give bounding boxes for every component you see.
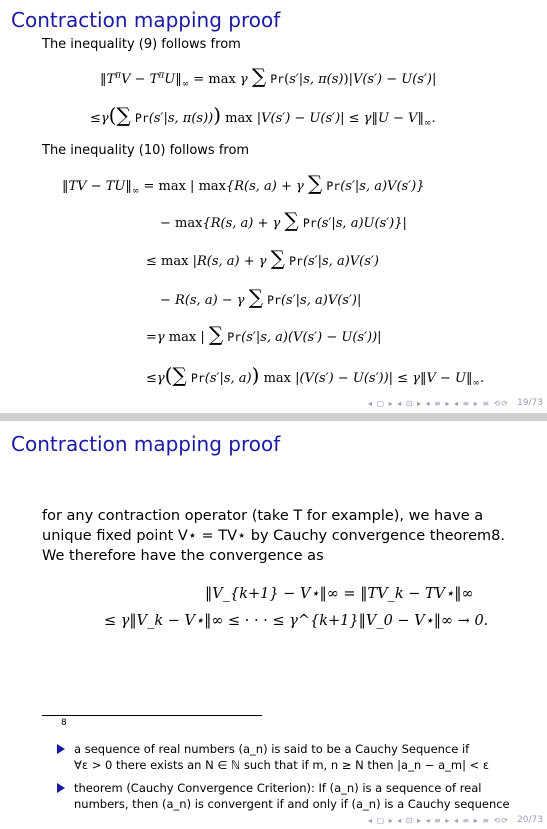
slide-title: Contraction mapping proof: [11, 8, 281, 32]
intro-inequality-10: The inequality (10) follows from: [42, 143, 250, 158]
eq10-line1: ‖TV − $TU‖_\infty = \max$ | max{R(s, a) + γ ∑ Pr(s′|s, a)V(s′)}: [62, 171, 425, 197]
page-number-2: 20/73: [517, 815, 543, 825]
slide-19: [0, 0, 547, 413]
footnote-number: 8: [61, 718, 67, 728]
eq10-line2: − max{R(s, a) + γ ∑ Pr(s′|s, a)U(s′)}|: [160, 208, 407, 232]
convergence-eq-line2: ≤ γ‖V_k − V⋆‖∞ ≤ · · · ≤ γ^{k+1}‖V_0 − V⋆‖∞ → 0.: [104, 613, 489, 629]
eq9-line1: $‖T^\pi V$ − $T^\pi U‖_\infty = \max \gamma$ ∑ Pr(s′|s, π(s))|V(s′) − U(s′)|: [100, 64, 437, 90]
bullet-icon: [57, 783, 65, 793]
bullet2-line2: numbers, then (a_n) is convergent if and only if (a_n) is a Cauchy sequence: [74, 797, 510, 811]
beamer-nav-controls-2[interactable]: ◂ ▢ ▸ ◂ ⊡ ▸ ◂ ≡ ▸ ◂ ≡ ▸ ≡ ⟲⟳: [368, 816, 509, 825]
eq10-line6: ≤γ(∑ Pr(s′|s, a)) max |(V(s′) − U(s′))| ≤ γ‖V − $U‖_\infty$.: [146, 363, 485, 389]
bullet1-line2: ∀ε > 0 there exists an N ∈ ℕ such that if m, n ≥ N then |a_n − a_m| < ε: [74, 758, 490, 772]
convergence-eq-line1: ‖V_{k+1} − V⋆‖∞ = ‖TV_k − TV⋆‖∞: [205, 586, 474, 602]
eq10-line3: ≤ max |R(s, a) + γ ∑ Pr(s′|s, a)V(s′): [146, 246, 379, 270]
paragraph-line-3: We therefore have the convergence as: [42, 548, 324, 564]
intro-inequality-9: The inequality (9) follows from: [42, 37, 241, 52]
paragraph-line-1: for any contraction operator (take T for example), we have a: [42, 508, 484, 524]
bullet2-line1: theorem (Cauchy Convergence Criterion): If (a_n) is a sequence of real: [74, 781, 482, 795]
slide-separator: [0, 413, 547, 421]
eq10-line5: =γ max | ∑ Pr(s′|s, a)(V(s′) − U(s′))|: [146, 322, 382, 346]
bullet-icon: [57, 744, 65, 754]
eq9-line2: ≤γ(∑ Pr(s′|s, π(s))) max |V(s′) − U(s′)| ≤ γ‖U − $V‖_\infty$.: [90, 103, 436, 129]
slide-title-2: Contraction mapping proof: [11, 432, 281, 456]
eq10-line4: − R(s, a) − γ ∑ Pr(s′|s, a)V(s′)|: [160, 285, 362, 309]
page-number: 19/73: [517, 398, 543, 408]
beamer-nav-controls[interactable]: ◂ ▢ ▸ ◂ ⊡ ▸ ◂ ≡ ▸ ◂ ≡ ▸ ≡ ⟲⟳: [368, 399, 509, 408]
footnote-rule: [42, 715, 262, 716]
bullet1-line1: a sequence of real numbers (a_n) is said to be a Cauchy Sequence if: [74, 742, 470, 756]
paragraph-line-2: unique fixed point V⋆ = TV⋆ by Cauchy convergence theorem8.: [42, 528, 505, 544]
